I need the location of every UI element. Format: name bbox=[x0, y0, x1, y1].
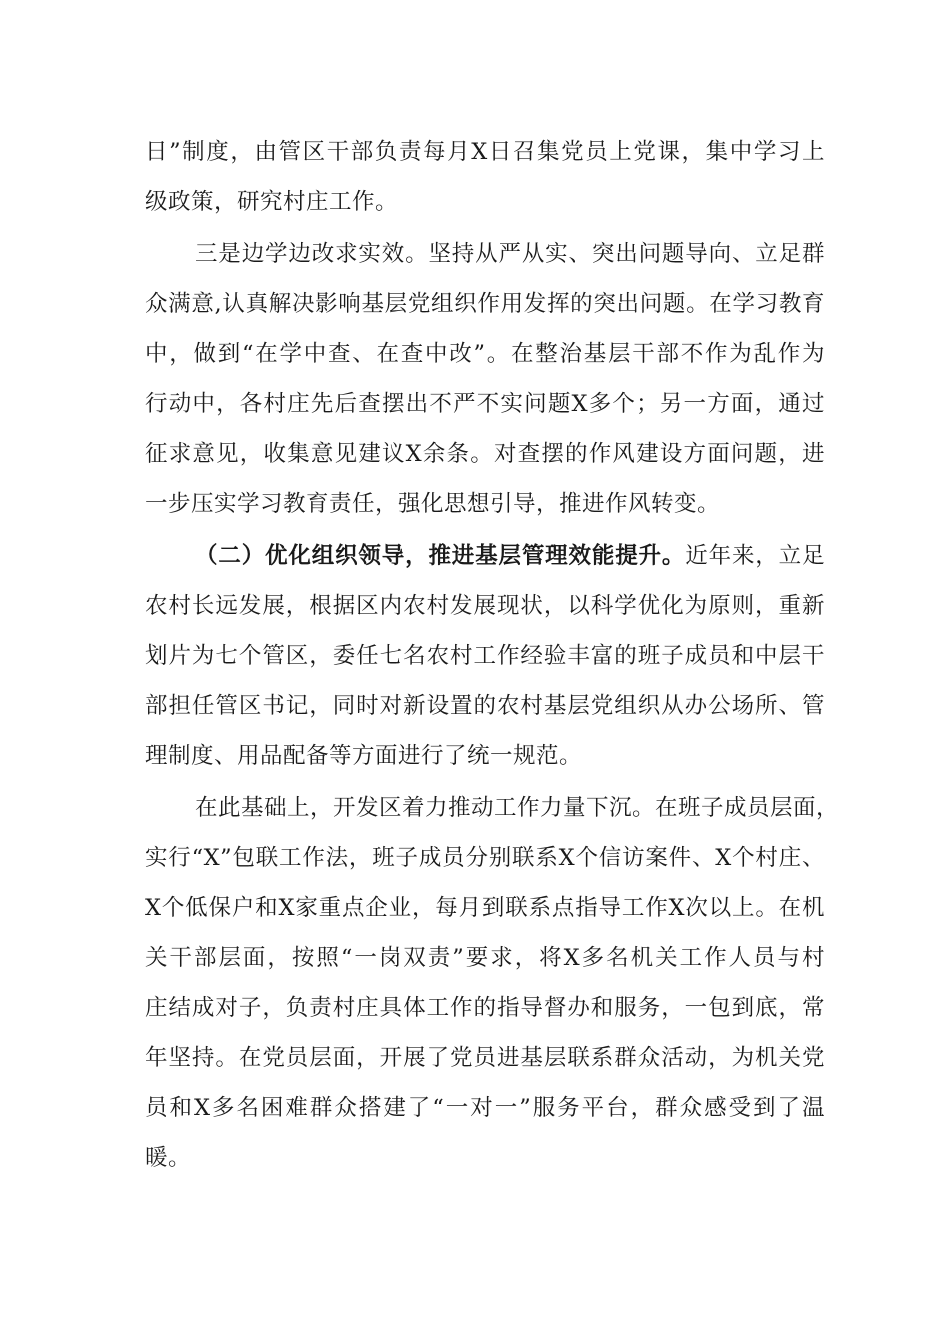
section-heading-rest: 近年来，立足 bbox=[685, 543, 825, 569]
paragraph-4-line-1: 在此基础上，开发区着力推动工作力量下沉。在班子成员层面， bbox=[195, 795, 840, 821]
section-heading: （二）优化组织领导，推进基层管理效能提升。 bbox=[195, 543, 686, 569]
paragraph-4-line-3: X个低保户和X家重点企业，每月到联系点指导工作X次以上。在机 bbox=[145, 895, 825, 921]
paragraph-2-line-5: 征求意见，收集意见建议X余条。对查摆的作风建设方面问题，进 bbox=[145, 441, 825, 467]
paragraph-4-line-5: 庄结成对子，负责村庄具体工作的指导督办和服务，一包到底，常 bbox=[145, 995, 825, 1021]
paragraph-3-line-3: 划片为七个管区，委任七名农村工作经验丰富的班子成员和中层干 bbox=[145, 643, 825, 669]
paragraph-3-line-5: 理制度、用品配备等方面进行了统一规范。 bbox=[145, 743, 583, 769]
paragraph-2-line-3: 中，做到“在学中查、在查中改”。在整治基层干部不作为乱作为 bbox=[145, 341, 825, 367]
paragraph-3-line-2: 农村长远发展，根据区内农村发展现状，以科学优化为原则，重新 bbox=[145, 593, 825, 619]
paragraph-2-line-2: 众满意,认真解决影响基层党组织作用发挥的突出问题。在学习教育 bbox=[145, 291, 825, 317]
paragraph-4-line-2: 实行“X”包联工作法，班子成员分别联系X个信访案件、X个村庄、 bbox=[145, 845, 825, 871]
paragraph-1-line-2: 级政策，研究村庄工作。 bbox=[145, 189, 399, 215]
paragraph-2-line-4: 行动中，各村庄先后查摆出不严不实问题X多个；另一方面，通过 bbox=[145, 391, 825, 417]
paragraph-2-line-6: 一步压实学习教育责任，强化思想引导，推进作风转变。 bbox=[145, 491, 721, 517]
paragraph-4-line-6: 年坚持。在党员层面，开展了党员进基层联系群众活动，为机关党 bbox=[145, 1045, 825, 1071]
paragraph-4-line-8: 暖。 bbox=[145, 1145, 192, 1171]
paragraph-3-line-4: 部担任管区书记，同时对新设置的农村基层党组织从办公场所、管 bbox=[145, 693, 825, 719]
paragraph-1-line-1: 日”制度，由管区干部负责每月X日召集党员上党课，集中学习上 bbox=[145, 139, 825, 165]
paragraph-4-line-4: 关干部层面，按照“一岗双责”要求，将X多名机关工作人员与村 bbox=[145, 945, 825, 971]
section-heading-line bbox=[195, 540, 825, 572]
paragraph-4-line-7: 员和X多名困难群众搭建了“一对一”服务平台，群众感受到了温 bbox=[145, 1095, 825, 1121]
paragraph-2-line-1: 三是边学边改求实效。坚持从严从实、突出问题导向、立足群 bbox=[195, 241, 825, 267]
